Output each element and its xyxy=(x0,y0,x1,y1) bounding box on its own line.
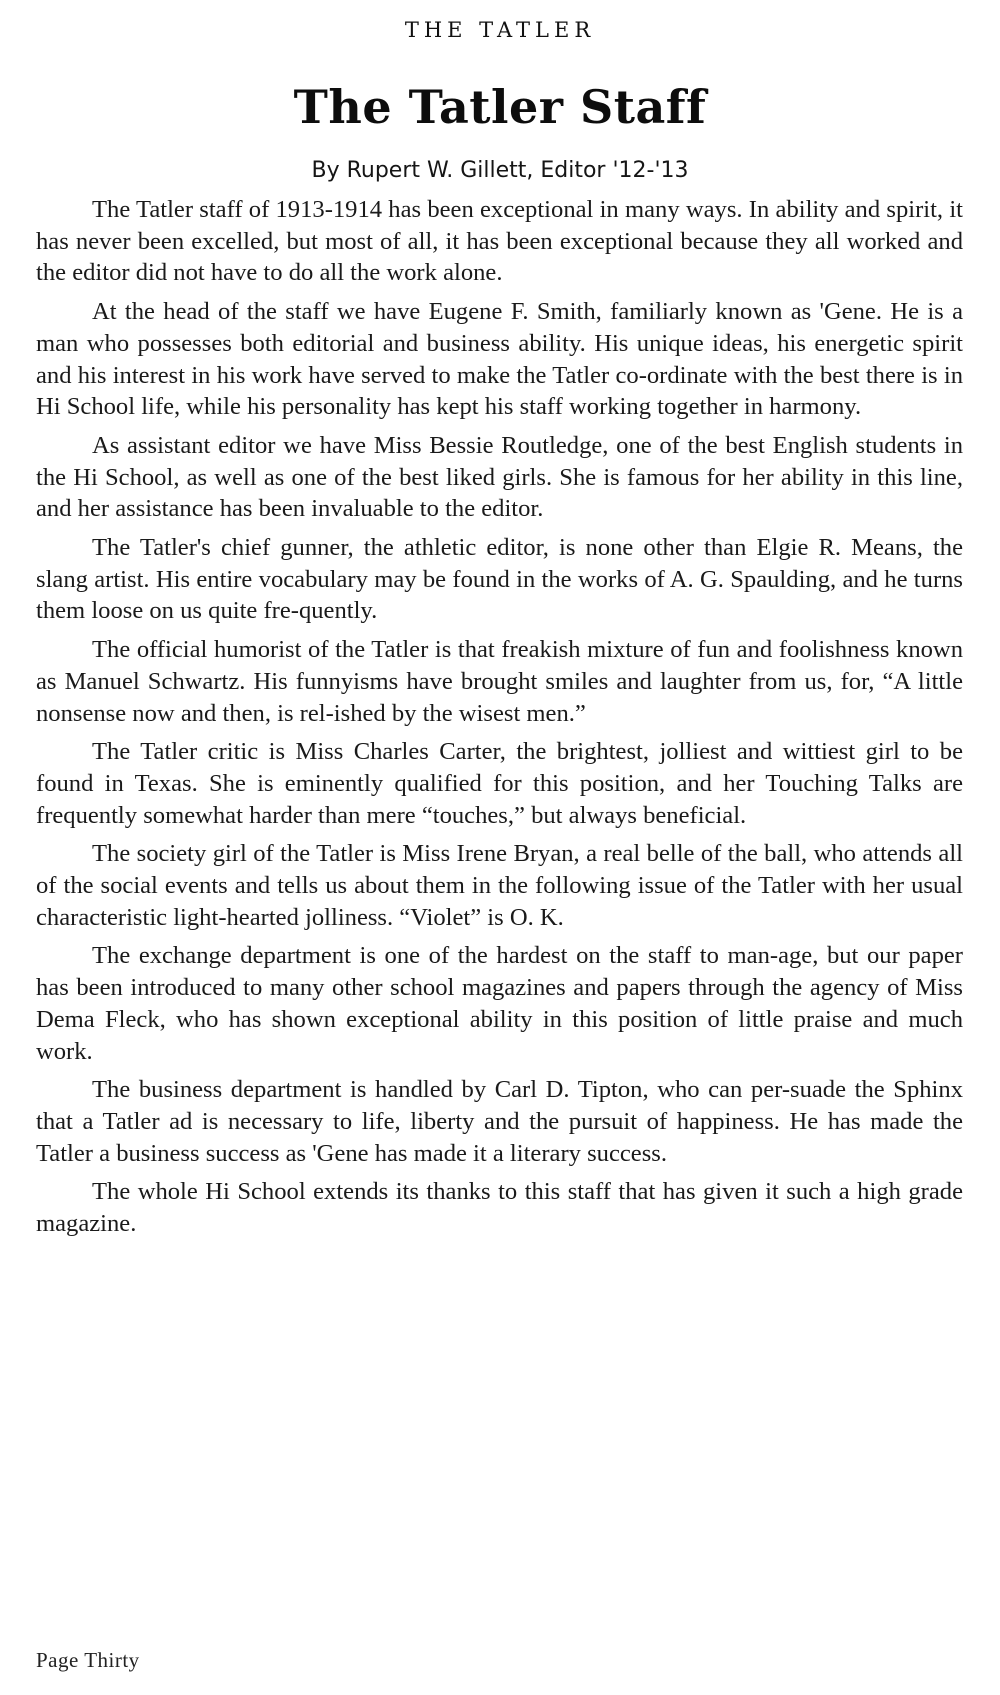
paragraph: The Tatler staff of 1913-1914 has been exceptional in many ways. In ability and spirit, it has never been excelled, but most of all, it has been exceptional because they all worked and the editor did not have to do all the work alone. xyxy=(36,196,963,287)
article-body xyxy=(36,194,963,1247)
paragraph: As assistant editor we have Miss Bessie Routledge, one of the best English students in the Hi School, as well as one of the best liked girls. She is famous for her ability in this line, and her assistance has been invaluable to the editor. xyxy=(36,431,963,523)
paragraph: The Tatler's chief gunner, the athletic editor, is none other than Elgie R. Means, the slang artist. His entire vocabulary may be found in the works of A. G. Spaulding, and he turns them loose on us quite fre-quently. xyxy=(36,534,963,625)
paragraph: The official humorist of the Tatler is that freakish mixture of fun and foolishness known as Manuel Schwartz. His funnyisms have brought smiles and laughter from us, for, “A little nonsense now and then, is rel-ished by the wisest men.” xyxy=(36,636,963,727)
byline: By Rupert W. Gillett, Editor '12-'13 xyxy=(311,158,689,183)
paragraph: The Tatler critic is Miss Charles Carter, the brightest, jolliest and wittiest girl to be found in Texas. She is eminently qualified for this position, and her Touching Talks are frequently somewhat harder than mere “touches,” but always beneficial. xyxy=(36,738,963,829)
paragraph: The society girl of the Tatler is Miss Irene Bryan, a real belle of the ball, who attends all of the social events and tells us about them in the following issue of the Tatler with her usual characteristic light-hearted jolliness. “Violet” is O. K. xyxy=(36,840,963,931)
paragraph: The business department is handled by Carl D. Tipton, who can per-suade the Sphinx that a Tatler ad is necessary to life, liberty and the pursuit of happiness. He has made the Tatler a business success as 'Gene has made it a literary success. xyxy=(36,1076,963,1167)
page-number: Page Thirty xyxy=(36,1648,140,1672)
paragraph: The whole Hi School extends its thanks to this staff that has given it such a high grade magazine. xyxy=(36,1178,963,1238)
page-title: The Tatler Staff xyxy=(293,80,707,134)
paragraph: At the head of the staff we have Eugene F. Smith, familiarly known as 'Gene. He is a man who possesses both editorial and business ability. His unique ideas, his energetic spirit and his interest in his work have served to make the Tatler co-ordinate with the best there is in Hi School life, while his personality has kept his staff working together in harmony. xyxy=(36,298,963,421)
paragraph: The exchange department is one of the hardest on the staff to man-age, but our paper has been introduced to many other school magazines and papers through the agency of Miss Dema Fleck, who has shown exceptional ability in this position of little praise and much work. xyxy=(36,942,963,1065)
running-head: THE TATLER xyxy=(404,18,596,42)
